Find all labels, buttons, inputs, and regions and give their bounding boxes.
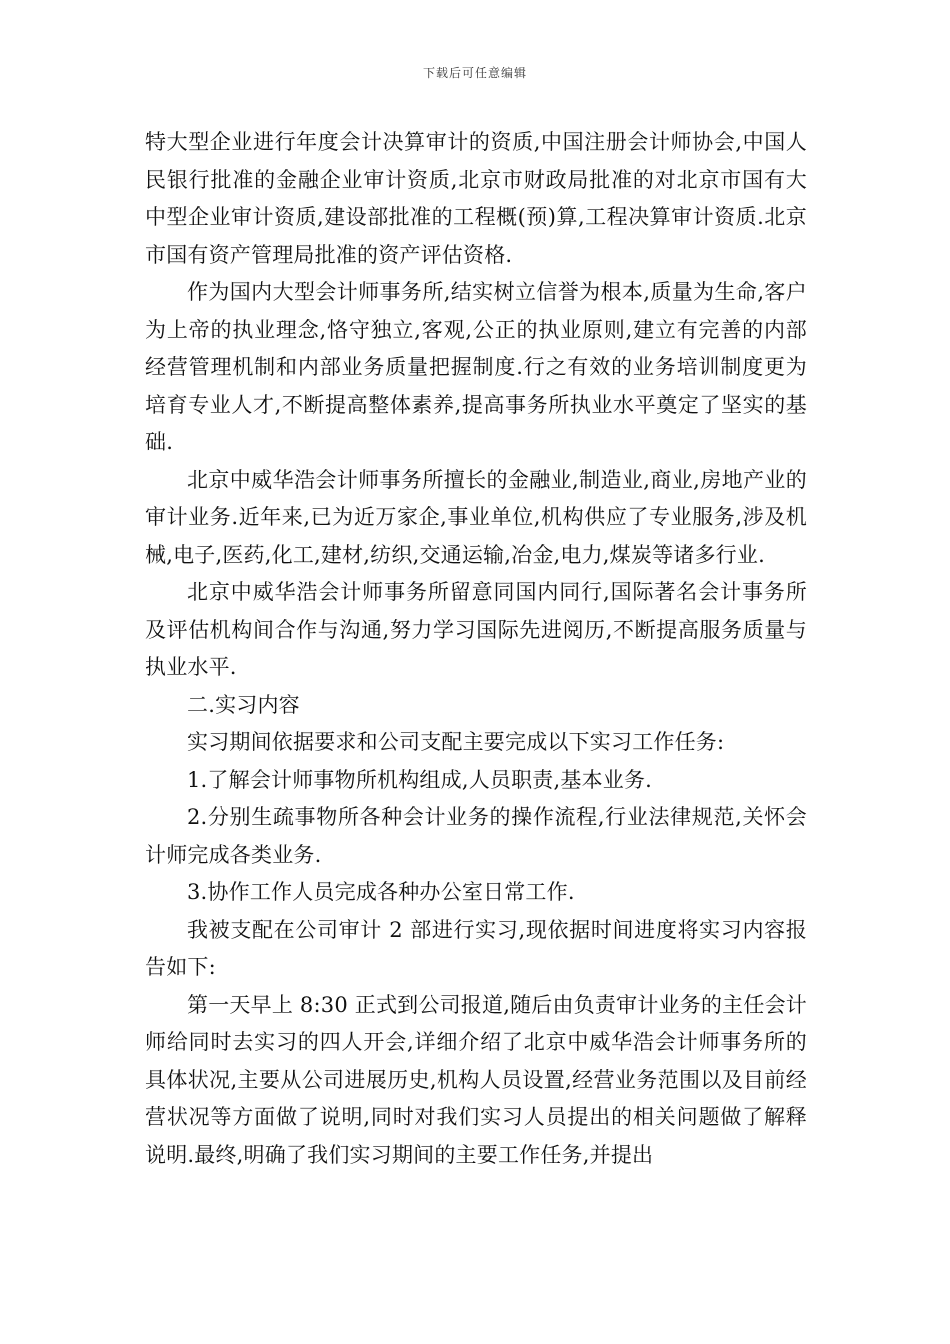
task-item-2: 2.分别生疏事物所各种会计业务的操作流程,行业法律规范,关怀会计师完成各类业务. [145, 805, 807, 867]
section-heading-internship-content: 二.实习内容 [187, 692, 300, 717]
paragraph-2: 作为国内大型会计师事务所,结实树立信誉为根本,质量为生命,客户为上帝的执业理念,恪守独立,客观,公正的执业原则,建立有完善的内部经营管理机制和内部业务质量把握制度.行之有效的业务培训制度更为培育专业人才,不断提高整体素养,提高事务所执业水平奠定了坚实的基础. [145, 280, 807, 454]
paragraph-1: 特大型企业进行年度会计决算审计的资质,中国注册会计师协会,中国人民银行批准的金融企业审计资质,北京市财政局批准的对北京市国有大中型企业审计资质,建设部批准的工程概(预)算,工程决算审计资质.北京市国有资产管理局批准的资产评估资格. [145, 130, 807, 267]
page-header: 下载后可任意编辑 [422, 66, 527, 80]
task-item-3: 3.协作工作人员完成各种办公室日常工作. [187, 880, 575, 904]
paragraph-11: 第一天早上 8:30 正式到公司报道,随后由负责审计业务的主任会计师给同时去实习的四人开会,详细介绍了北京中威华浩会计师事务所的具体状况,主要从公司进展历史,机构人员设置,经营业务范围以及目前经营状况等方面做了说明,同时对我们实习人员提出的相关问题做了解释说明.最终,明确了我们实习期间的主要工作任务,并提出 [145, 992, 807, 1167]
paragraph-6: 实习期间依据要求和公司支配主要完成以下实习工作任务: [187, 730, 725, 754]
paragraph-3: 北京中威华浩会计师事务所擅长的金融业,制造业,商业,房地产业的审计业务.近年来,已为近万家企,事业单位,机构供应了专业服务,涉及机械,电子,医药,化工,建材,纺织,交通运输,冶金,电力,煤炭等诸多行业. [145, 467, 807, 567]
document-body [145, 124, 807, 1174]
paragraph-4: 北京中威华浩会计师事务所留意同国内同行,国际著名会计事务所及评估机构间合作与沟通,努力学习国际先进阅历,不断提高服务质量与执业水平. [145, 580, 807, 679]
task-item-1: 1.了解会计师事物所机构组成,人员职责,基本业务. [187, 767, 653, 792]
paragraph-10: 我被支配在公司审计 2 部进行实习,现依据时间进度将实习内容报告如下: [145, 917, 807, 979]
